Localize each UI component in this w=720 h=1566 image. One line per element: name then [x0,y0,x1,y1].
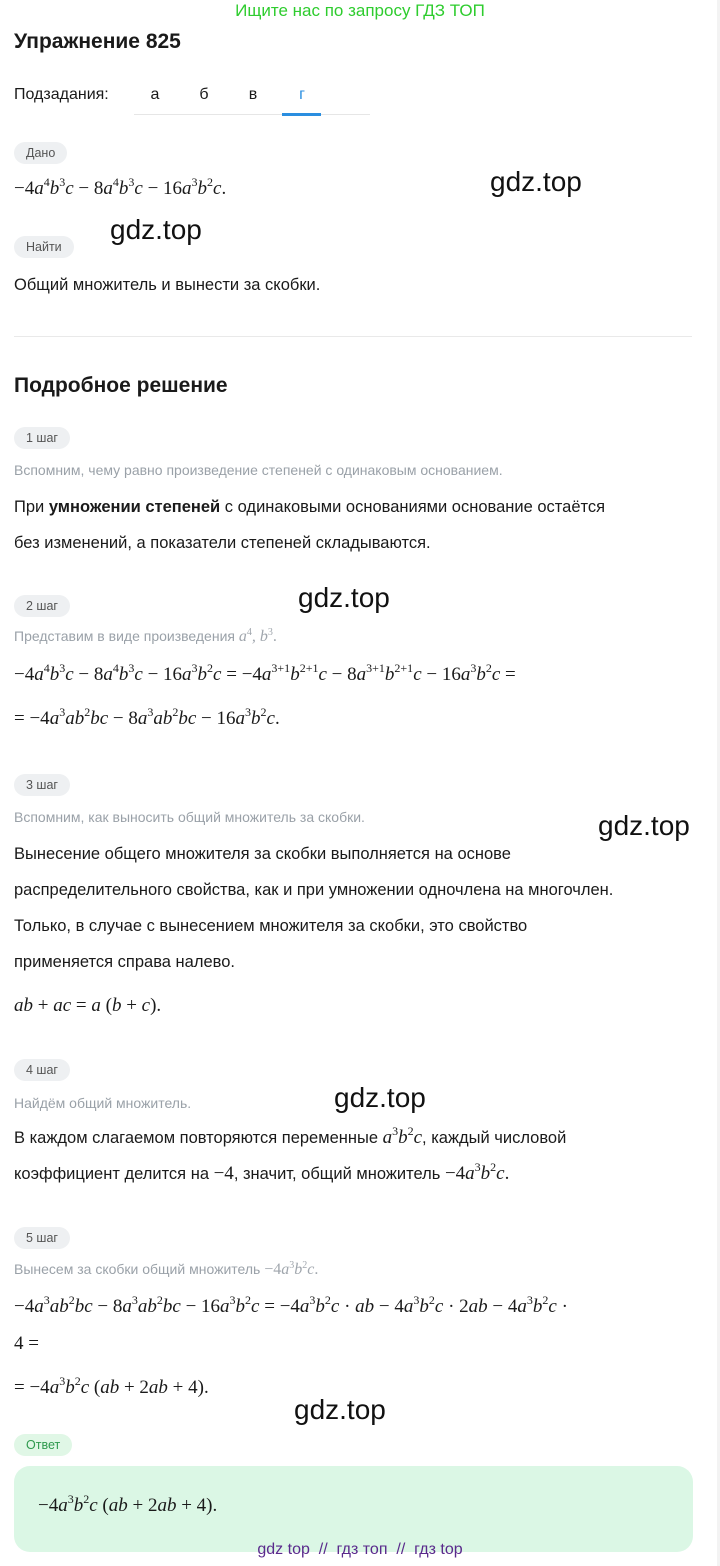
given-expression: $-4a^4b^3c - 8a^4b^3c - 16a^3b^2c$. [14,175,227,199]
step5-eq1-cont: 4 = [14,1333,39,1354]
tab-b[interactable]: б [199,86,209,103]
step1-line1 [14,489,605,525]
step4-line1 [14,1120,566,1156]
step4-line1-prefix: В каждом слагаемом повторяются переменные [14,1129,379,1147]
step5-eq2: = $-4a^3b^2c$ (ab + 2ab + 4). [14,1374,209,1398]
step5-chip-wrap [14,1227,70,1249]
step4-line2 [14,1156,509,1192]
answer-chip-wrap [14,1434,72,1456]
step2-hint [14,628,277,646]
step1-hint: Вспомним, чему равно произведение степеней с одинаковым основанием. [14,462,503,478]
watermark: gdz.top [110,214,202,245]
find-chip-wrap [14,236,74,258]
step4-math: $-4a^3b^2c$. [444,1160,510,1184]
step1-bold: умножении степеней [48,498,221,516]
step2-hint-math: $a^4$, $b^3$. [238,627,277,645]
step1-line2: без изменений, а показатели степеней складываются. [14,534,431,552]
active-tab-indicator [282,113,321,116]
step4-math: −4 [213,1163,234,1184]
step1-chip-wrap [14,427,70,449]
step3-line: применяется справа налево. [14,953,235,971]
find-text: Общий множитель и вынести за скобки. [14,276,321,294]
watermark: gdz.top [298,582,390,613]
step3-hint: Вспомним, как выносить общий множитель за скобки. [14,809,365,825]
step5-hint [14,1261,318,1279]
watermark: gdz.top [334,1082,426,1113]
promo-banner[interactable]: Ищите нас по запросу ГДЗ ТОП [235,1,485,20]
step5-eq1: $-4a^3ab^2bc - 8a^3ab^2bc - 16a^3b^2c = -4a^3b^2c$ · ab − $4a^3b^2c \cdot 2ab - 4a^3b^2c$ · [14,1293,568,1317]
exercise-title: Упражнение 825 [14,30,181,53]
footer-links[interactable]: gdz top // гдз топ // гдз top [257,1541,463,1558]
step3-line: Вынесение общего множителя за скобки выполняется на основе [14,845,511,863]
tab-g-active[interactable]: г [299,86,305,103]
given-chip-wrap [14,142,67,164]
step4-math: $a^3b^2c$ [382,1124,423,1148]
watermark: gdz.top [598,810,690,841]
step3-formula: ab + ac = a (b + c). [14,995,162,1016]
subtasks-label: Подзадания: [14,86,109,103]
step1-prefix: При [14,498,49,516]
step4-line2-middle: , значит, общий множитель [233,1165,441,1183]
step4-line1-suffix: , каждый числовой [422,1129,567,1147]
step-chip: 1 шаг [14,427,70,449]
step-chip: 2 шаг [14,595,70,617]
step2-hint-text: Представим в виде произведения [14,628,235,644]
tabs-underline [134,114,370,115]
step-chip: 4 шаг [14,1059,70,1081]
step4-hint: Найдём общий множитель. [14,1095,192,1111]
divider [14,336,692,337]
step1-suffix: с одинаковыми основаниями основание остаётся [220,498,606,516]
find-chip: Найти [14,236,74,258]
given-chip: Дано [14,142,67,164]
step4-line2-prefix: коэффициент делится на [14,1165,209,1183]
step5-hint-math: $-4a^3b^2c$. [264,1260,319,1278]
tab-v[interactable]: в [248,86,258,103]
step3-chip-wrap [14,774,70,796]
watermark: gdz.top [490,166,582,197]
step2-eq1: $-4a^4b^3c - 8a^4b^3c - 16a^3b^2c = -4a^{3+1}b^{2+1}c - 8a^{3+1}b^{2+1}c - 16a^3b^2c$ = [14,661,516,685]
solution-title: Подробное решение [14,374,228,397]
step3-line: распределительного свойства, как и при умножении одночлена на многочлен. [14,881,614,899]
step-chip: 5 шаг [14,1227,70,1249]
tab-a[interactable]: а [150,86,160,103]
step2-chip-wrap [14,595,70,617]
answer-chip: Ответ [14,1434,72,1456]
step3-line: Только, в случае с вынесением множителя за скобки, это свойство [14,917,528,935]
step2-eq2: = $-4a^3ab^2bc - 8a^3ab^2bc - 16a^3b^2c$. [14,705,280,729]
step-chip: 3 шаг [14,774,70,796]
step5-hint-text: Вынесем за скобки общий множитель [14,1261,261,1277]
watermark: gdz.top [294,1394,386,1425]
step4-chip-wrap [14,1059,70,1081]
answer-expression: $-4a^3b^2c$ (ab + 2ab + 4). [38,1492,218,1516]
